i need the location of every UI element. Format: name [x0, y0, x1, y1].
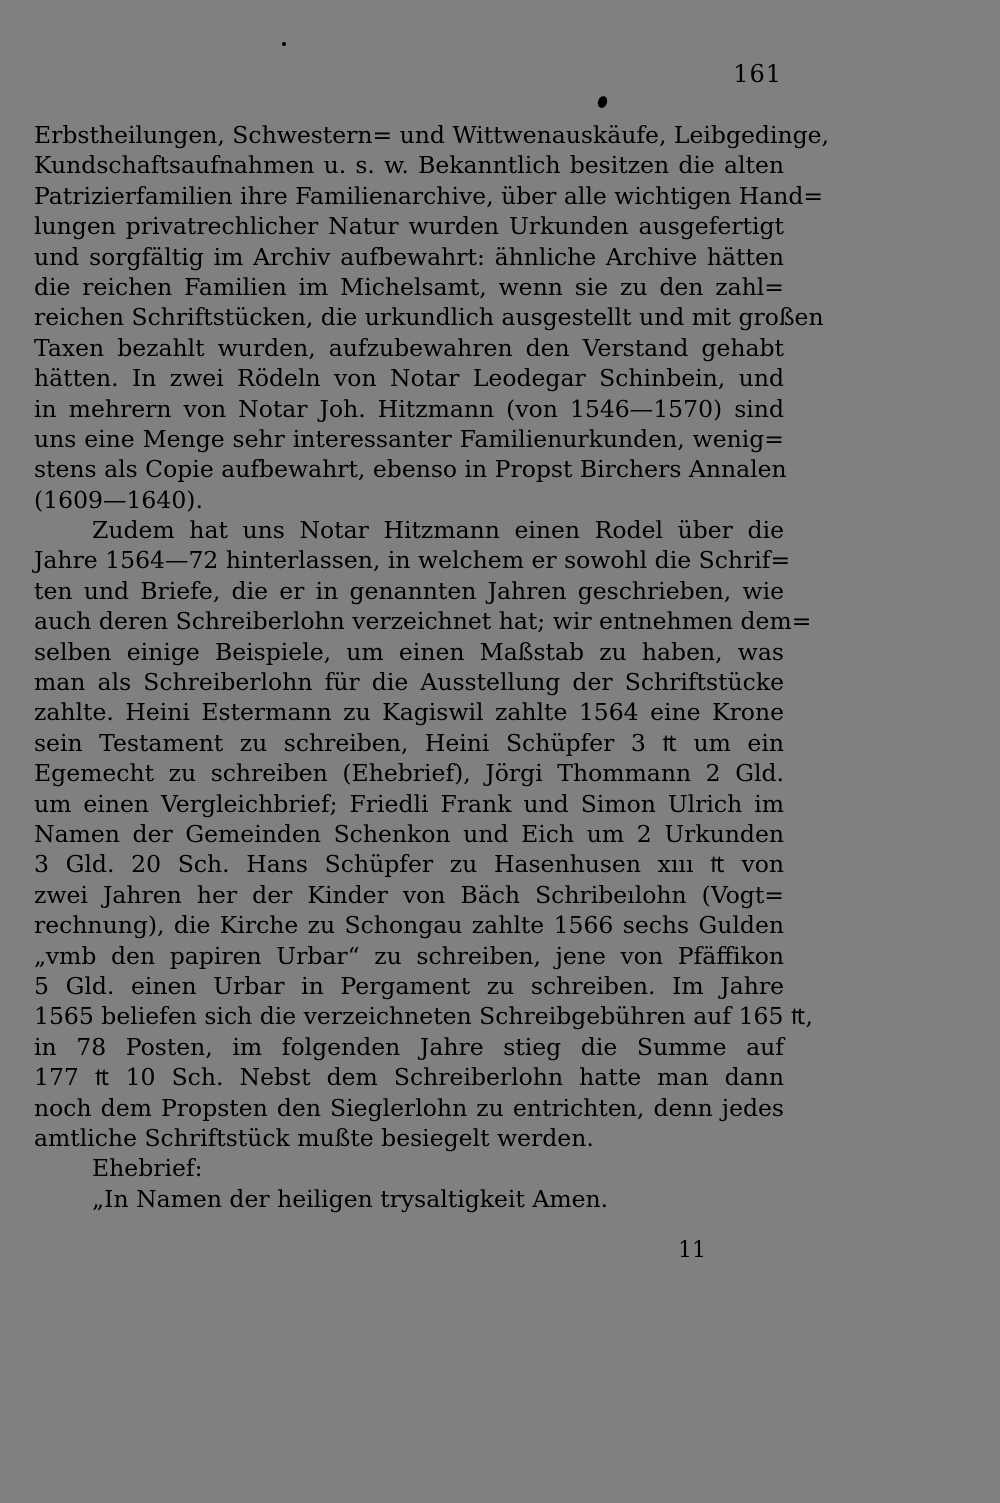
text-line: hätten. In zwei Rödeln von Notar Leodegar Schinbein, und [34, 364, 784, 393]
text-line: 3 Gld. 20 Sch. Hans Schüpfer zu Hasenhusen xııı ₶ von [34, 850, 784, 879]
text-line: selben einige Beispiele, um einen Maßstab zu haben, was [34, 637, 784, 666]
text-line: und sorgfältig im Archiv aufbewahrt: ähnliche Archive hätten [34, 242, 784, 271]
text-line: lungen privatrechlicher Natur wurden Urkunden ausgefertigt [34, 212, 784, 241]
ink-speck [282, 42, 286, 46]
text-line: 5 Gld. einen Urbar in Pergament zu schreiben. Im Jahre [34, 971, 784, 1000]
text-line: Erbstheilungen, Schwestern= und Wittwenauskäufe, Leibgedinge, [34, 121, 830, 149]
text-line: auch deren Schreiberlohn verzeichnet hat; wir entnehmen dem= [34, 607, 812, 636]
text-line: Kundschaftsaufnahmen u. s. w. Bekanntlich besitzen die alten [34, 151, 784, 180]
text-line: ten und Briefe, die er in genannten Jahren geschrieben, wie [34, 576, 784, 605]
text-line: stens als Copie aufbewahrt, ebenso in Propst Birchers Annalen [34, 455, 787, 484]
text-line: Taxen bezahlt wurden, aufzubewahren den Verstand gehabt [34, 333, 784, 362]
text-line: Zudem hat uns Notar Hitzmann einen Rodel über die [92, 516, 784, 545]
text-line: Patrizierfamilien ihre Familienarchive, über alle wichtigen Hand= [34, 181, 824, 210]
text-line: zahlte. Heini Estermann zu Kagiswil zahlte 1564 eine Krone [34, 698, 784, 727]
text-line: 1565 beliefen sich die verzeichneten Schreibgebühren auf 165 ₶, [34, 1002, 813, 1031]
text-line: noch dem Propsten den Sieglerlohn zu entrichten, denn jedes [34, 1093, 784, 1122]
body-text [34, 120, 830, 1214]
text-line: „vmb den papiren Urbar“ zu schreiben, jene von Pfäffikon [34, 941, 784, 970]
signature-mark: 11 [678, 1238, 706, 1263]
text-line: rechnung), die Kirche zu Schongau zahlte 1566 sechs Gulden [34, 911, 784, 940]
text-line: reichen Schriftstücken, die urkundlich ausgestellt und mit großen [34, 303, 824, 332]
text-line: zwei Jahren her der Kinder von Bäch Schribeılohn (Vogt= [34, 880, 784, 909]
section-heading: Ehebrief: [92, 1154, 203, 1183]
text-line: uns eine Menge sehr interessanter Familienurkunden, wenig= [34, 424, 784, 453]
text-line: die reichen Familien im Michelsamt, wenn sie zu den zahl= [34, 272, 784, 301]
text-line: in mehrern von Notar Joh. Hitzmann (von 1546—1570) sind [34, 394, 784, 423]
text-line: man als Schreiberlohn für die Ausstellung der Schriftstücke [34, 668, 784, 697]
text-line: sein Testament zu schreiben, Heini Schüpfer 3 ₶ um ein [34, 728, 784, 757]
text-line: Egemecht zu schreiben (Ehebrief), Jörgi Thommann 2 Gld. [34, 759, 784, 788]
text-line: Jahre 1564—72 hinterlassen, in welchem er sowohl die Schrif= [34, 546, 791, 575]
ink-speck [596, 95, 609, 109]
text-line: 177 ₶ 10 Sch. Nebst dem Schreiberlohn hatte man dann [34, 1063, 784, 1092]
text-line: (1609—1640). [34, 485, 203, 514]
text-line: „In Namen der heiligen trysaltigkeit Amen. [92, 1184, 609, 1213]
text-line: um einen Vergleichbrief; Friedli Frank und Simon Ulrich im [34, 789, 784, 818]
text-line: amtliche Schriftstück mußte besiegelt werden. [34, 1123, 594, 1152]
text-line: Namen der Gemeinden Schenkon und Eich um 2 Urkunden [34, 819, 784, 848]
text-line: in 78 Posten, im folgenden Jahre stieg die Summe auf [34, 1032, 784, 1061]
page-number: 161 [733, 60, 782, 88]
